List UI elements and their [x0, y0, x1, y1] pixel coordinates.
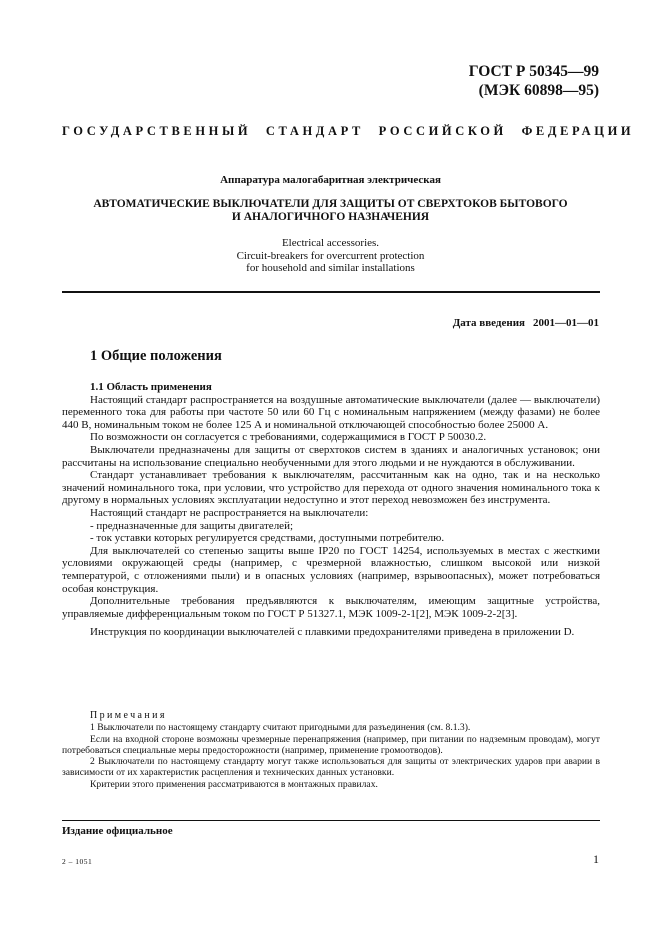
section-body	[62, 381, 600, 639]
title-divider	[62, 291, 600, 293]
note-item: Если на входной стороне возможны чрезмерные перенапряжения (например, при питании по надземным проводам), могут потребоваться специальные меры предосторожности (например, применение громоотводов).	[62, 733, 600, 756]
main-title	[62, 198, 599, 224]
pre-title: Аппаратура малогабаритная электрическая	[220, 174, 441, 186]
body-paragraph: Дополнительные требования предъявляются к выключателям, имеющим защитные устройства, управляемые дифференциальным током по ГОСТ Р 51327.1, МЭК 1009-2-1[2], МЭК 1009-2-2[3].	[62, 595, 600, 620]
body-paragraph: Настоящий стандарт распространяется на воздушные автоматические выключатели (далее — выключатели) переменного тока для работы при частоте 50 или 60 Гц с номинальным напряжением (между фазами) не более 440 В, номинальным током не более 125 А и номинальной отключающей способностью более 25000 А.	[62, 393, 600, 431]
body-paragraph: Стандарт устанавливает требования к выключателям, рассчитанным как на одно, так и на несколько значений номинального тока, при условии, что устройство для перехода от одного значения номинального тока к другому в нормальных условиях эксплуатации недоступно и этот переход невозможен без инструмента.	[62, 469, 600, 507]
introduction-date-label: Дата введения	[452, 317, 525, 329]
page-number: 1	[593, 852, 599, 866]
main-title-line: И АНАЛОГИЧНОГО НАЗНАЧЕНИЯ	[231, 211, 430, 223]
subsection-heading: 1.1 Область применения	[90, 381, 212, 393]
list-item: - предназначенные для защиты двигателей;	[90, 519, 294, 532]
edition-label: Издание официальное	[62, 825, 173, 837]
note-item: Критерии этого применения рассматриваются в монтажных правилах.	[90, 778, 378, 790]
footer-divider	[62, 820, 600, 821]
english-title-line: Circuit-breakers for overcurrent protection	[236, 249, 425, 262]
main-title-line: АВТОМАТИЧЕСКИЕ ВЫКЛЮЧАТЕЛИ ДЛЯ ЗАЩИТЫ ОТ СВЕРХТОКОВ БЫТОВОГО	[93, 198, 568, 210]
state-standard-title: ГОСУДАРСТВЕННЫЙ СТАНДАРТ РОССИЙСКОЙ ФЕДЕРАЦИИ	[62, 124, 635, 138]
iec-number: (МЭК 60898—95)	[478, 82, 599, 99]
note-item: 1 Выключатели по настоящему стандарту считают пригодными для разъединения (см. 8.1.3).	[90, 722, 471, 734]
english-title	[62, 237, 599, 275]
body-paragraph: Выключатели предназначены для защиты от сверхтоков систем в зданиях и аналогичных установок; они рассчитаны на использование специально необученными для этого людьми и не нуждаются в обслуживании.	[62, 443, 600, 469]
gost-number: ГОСТ Р 50345—99	[468, 63, 599, 80]
document-code-block	[469, 62, 599, 100]
body-paragraph: По возможности он согласуется с требованиями, содержащимися в ГОСТ Р 50030.2.	[90, 431, 487, 444]
english-title-line: for household and similar installations	[246, 262, 415, 275]
notes	[62, 710, 600, 790]
body-paragraph: Инструкция по координации выключателей с плавкими предохранителями приведена в приложении D.	[90, 626, 575, 639]
introduction-date	[453, 317, 599, 329]
body-paragraph: Настоящий стандарт не распространяется на выключатели:	[90, 506, 369, 519]
note-item: 2 Выключатели по настоящему стандарту могут также использоваться для защиты от электрических ударов при аварии в зависимости от их характеристик расцепления и технических данных установки.	[62, 756, 600, 779]
introduction-date-value: 2001—01—01	[533, 317, 599, 329]
body-paragraph: Для выключателей со степенью защиты выше IP20 по ГОСТ 14254, используемых в местах с жесткими условиями окружающей среды (например, с чрезмерной влажностью, слишком высокой или низкой температурой, с отложениями пыли) и в опасных условиях (например, взрывоопасных), может потребоваться особая конструкция.	[62, 544, 600, 595]
english-title-line: Electrical accessories.	[281, 237, 380, 249]
list-item: - ток уставки которых регулируется средствами, доступными потребителю.	[90, 532, 445, 545]
print-code: 2 – 1051	[62, 857, 93, 866]
notes-heading: Примечания	[90, 710, 167, 721]
section-heading: 1 Общие положения	[90, 348, 222, 364]
